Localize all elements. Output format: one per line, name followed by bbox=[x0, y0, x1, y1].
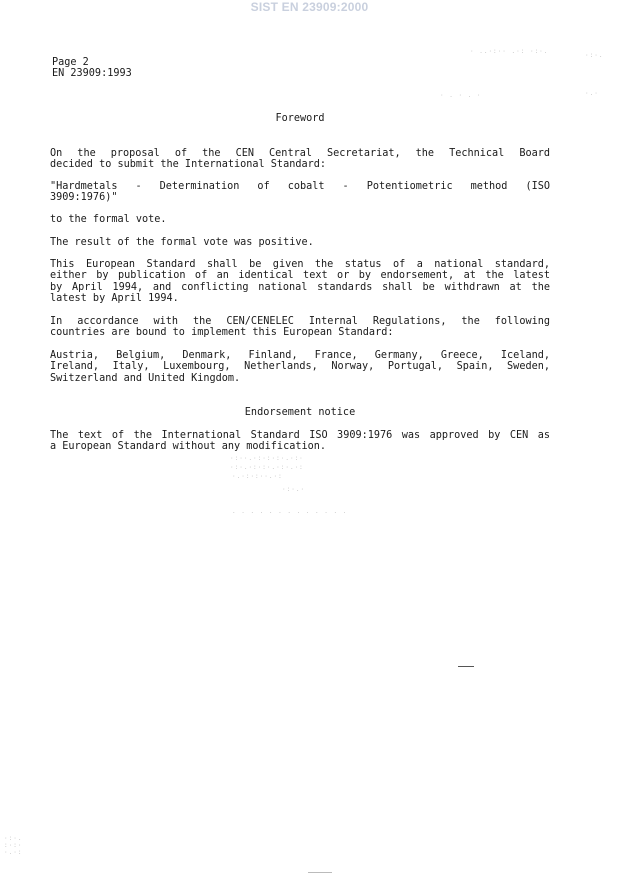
stray-mark bbox=[308, 872, 332, 873]
text-line: by April 1994, and conflicting national standards shall be withdrawn at the bbox=[50, 281, 550, 293]
page-header bbox=[52, 57, 132, 79]
text-line: On the proposal of the CEN Central Secretariat, the Technical Board bbox=[50, 148, 550, 159]
stamp-residue: . . . . . . . . . . . . . bbox=[232, 508, 348, 515]
text-line: The text of the International Standard ISO 3909:1976 was approved by CEN as bbox=[50, 430, 550, 441]
paragraph-regulations bbox=[50, 316, 550, 339]
paragraph-vote-result: The result of the formal vote was positive. bbox=[50, 237, 314, 248]
watermark: SIST EN 23909:2000 bbox=[250, 0, 369, 14]
paragraph-endorsement bbox=[50, 430, 550, 453]
paragraph-proposal bbox=[50, 148, 550, 171]
paragraph-standard-title bbox=[50, 181, 550, 204]
stray-mark bbox=[458, 666, 474, 667]
scan-artifact: · ..·:·· .·: ·:·. bbox=[470, 48, 549, 55]
text-line: decided to submit the International Standard: bbox=[50, 159, 327, 171]
text-line: "Hardmetals - Determination of cobalt - Potentiometric method (ISO bbox=[50, 181, 550, 192]
text-line: Austria, Belgium, Denmark, Finland, France, Germany, Greece, Iceland, bbox=[50, 350, 550, 361]
scan-artifact: ·.· bbox=[585, 90, 599, 97]
page-number: Page 2 bbox=[52, 57, 89, 68]
text-line: 3909:1976)" bbox=[50, 192, 118, 204]
text-line: This European Standard shall be given the status of a national standard, bbox=[50, 259, 550, 270]
text-line: In accordance with the CEN/CENELEC Internal Regulations, the following bbox=[50, 316, 550, 327]
paragraph-countries bbox=[50, 350, 550, 384]
paragraph-status bbox=[50, 259, 550, 304]
stamp-residue: ·:·.· bbox=[282, 486, 306, 493]
scan-artifact: ·:·. bbox=[585, 52, 604, 59]
stamp-residue: ·:··.·:·:·:·.·:· bbox=[230, 455, 304, 462]
scan-artifact: · . · . · bbox=[440, 92, 482, 99]
text-line: a European Standard without any modification. bbox=[50, 441, 327, 453]
paragraph-formal-vote: to the formal vote. bbox=[50, 214, 167, 225]
text-line: latest by April 1994. bbox=[50, 292, 179, 304]
standard-number: EN 23909:1993 bbox=[52, 68, 132, 79]
stamp-residue: ·.·:·:··.·: bbox=[232, 473, 283, 480]
text-line: Switzerland and United Kingdom. bbox=[50, 372, 241, 384]
scan-artifact: ·:·. :·:· ·.·: bbox=[4, 835, 23, 856]
foreword-heading: Foreword bbox=[275, 113, 325, 124]
text-line: either by publication of an identical text or by endorsement, at the latest bbox=[50, 270, 550, 282]
text-line: countries are bound to implement this European Standard: bbox=[50, 327, 394, 339]
endorsement-heading: Endorsement notice bbox=[244, 407, 356, 418]
stamp-residue: ·:·.·:·:·.·:·.·: bbox=[230, 464, 304, 471]
text-line: Ireland, Italy, Luxembourg, Netherlands, Norway, Portugal, Spain, Sweden, bbox=[50, 361, 550, 373]
